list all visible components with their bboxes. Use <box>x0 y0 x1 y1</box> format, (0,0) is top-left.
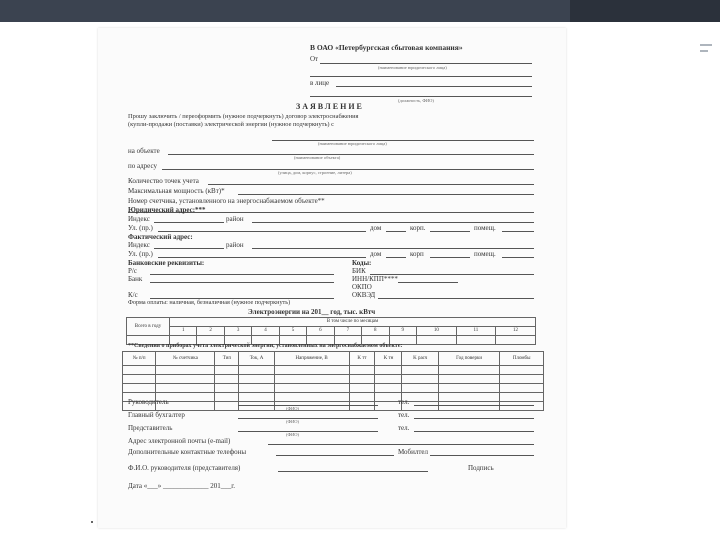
meters-col-ktt: K тт <box>349 352 375 366</box>
codes-title: Коды: <box>352 259 372 267</box>
email-field[interactable] <box>268 444 534 445</box>
month-5: 5 <box>279 327 306 336</box>
max-power-field[interactable] <box>238 194 534 195</box>
month-3: 3 <box>224 327 251 336</box>
organization-hint: (наименование юридического лица) <box>318 141 387 146</box>
meters-row[interactable] <box>123 384 544 393</box>
accountant-fio-hint: (ФИО) <box>286 419 300 424</box>
intro-line-1: Прошу заключить / переоформить (нужное подчеркнуть) договор электроснабжения <box>128 113 359 120</box>
actual-room-field[interactable] <box>502 257 534 258</box>
in-person-field-2[interactable] <box>310 96 532 97</box>
actual-district-field[interactable] <box>252 248 534 249</box>
month-2: 2 <box>197 327 224 336</box>
accountant-phone-field[interactable] <box>414 418 534 419</box>
head-field[interactable] <box>238 405 378 406</box>
meters-col-seals: Пломбы <box>500 352 544 366</box>
meters-col-kcalc: K расч <box>402 352 439 366</box>
okved-field[interactable] <box>378 298 534 299</box>
rs-label: Р/с <box>128 267 137 275</box>
slide-footer-dot <box>91 521 93 523</box>
from-field[interactable] <box>320 63 532 64</box>
legal-building-label: корп. <box>410 224 426 232</box>
rep-phone-label: тел. <box>398 424 410 432</box>
mobile-field[interactable] <box>430 455 534 456</box>
address-label: по адресу <box>128 162 157 170</box>
legal-address-title: Юридический адрес:*** <box>128 206 206 214</box>
month-6: 6 <box>307 327 334 336</box>
object-label: на объекте <box>128 147 160 155</box>
energy-total-header: Всего в году <box>127 318 170 336</box>
legal-index-label: Индекс <box>128 215 150 223</box>
position-hint: (должность, ФИО) <box>398 98 434 103</box>
actual-street-label: Ул. (пр.) <box>128 250 153 258</box>
month-8: 8 <box>362 327 389 336</box>
meter-label: Номер счетчика, установленного на энергоснабжаемом объекте** <box>128 197 325 205</box>
legal-house-field[interactable] <box>386 231 406 232</box>
month-12: 12 <box>495 327 535 336</box>
meters-col-ktn: K тн <box>375 352 402 366</box>
legal-house-label: дом <box>370 224 382 232</box>
month-4: 4 <box>252 327 279 336</box>
email-label: Адрес электронной почты (e-mail) <box>128 437 231 445</box>
legal-district-field[interactable] <box>252 222 534 223</box>
max-power-label: Максимальная мощность (кВт)* <box>128 187 225 195</box>
actual-building-label: корп <box>410 250 424 258</box>
rep-fio-hint: (ФИО) <box>286 432 300 437</box>
head-phone-field[interactable] <box>414 405 534 406</box>
meters-row[interactable] <box>123 366 544 375</box>
intro-line-2: (купли-продажи (поставки) электрической энергии (нужное подчеркнуть) с <box>128 121 334 128</box>
inn-label: ИНН/КПП**** <box>352 275 398 283</box>
presentation-top-bar <box>0 0 720 22</box>
head-label: Руководитель <box>128 398 169 406</box>
mobile-label: Мобилтел <box>398 448 429 456</box>
accountant-label: Главный бухгалтер <box>128 411 185 419</box>
bank-label: Банк <box>128 275 143 283</box>
actual-street-field[interactable] <box>158 257 366 258</box>
actual-building-field[interactable] <box>430 257 470 258</box>
meters-header-row <box>123 352 544 366</box>
bank-title: Банковские реквизиты: <box>128 259 205 267</box>
signature-label: Подпись <box>468 464 494 472</box>
energy-table <box>126 317 536 345</box>
from-field-2[interactable] <box>310 76 532 77</box>
legal-index-field[interactable] <box>154 222 224 223</box>
from-hint: (наименование юридического лица) <box>378 65 447 70</box>
form-title: ЗАЯВЛЕНИЕ <box>296 102 364 111</box>
object-name-hint: (наименование объекта) <box>294 155 341 160</box>
organization-field[interactable] <box>272 140 534 141</box>
addressee: В ОАО «Петербургская сбытовая компания» <box>310 43 463 52</box>
actual-room-label: помещ. <box>474 250 496 258</box>
date-field[interactable]: Дата «___» _____________ 201___г. <box>128 482 236 490</box>
actual-index-label: Индекс <box>128 241 150 249</box>
presentation-top-bar-accent <box>570 0 720 22</box>
meters-table-caption: **Сведения о приборах учета электрической энергии, установленных на энергоснабжаемом объекте: <box>128 343 403 349</box>
meters-col-year: Год поверки <box>438 352 499 366</box>
legal-room-field[interactable] <box>502 231 534 232</box>
month-10: 10 <box>416 327 456 336</box>
meters-col-voltage: Напряжение, В <box>274 352 349 366</box>
payment-form: Форма оплаты: наличная, безналичная (нужное подчеркнуть) <box>128 299 291 306</box>
actual-district-label: район <box>226 241 244 249</box>
ks-label: К/с <box>128 291 138 299</box>
rs-field[interactable] <box>150 274 334 275</box>
head-fio-label: Ф.И.О. руководителя (представителя) <box>128 464 241 472</box>
meters-row[interactable] <box>123 402 544 411</box>
rep-phone-field[interactable] <box>414 431 534 432</box>
application-form-page <box>98 28 566 528</box>
actual-house-label: дом <box>370 250 382 258</box>
inn-field[interactable] <box>398 282 458 283</box>
meters-col-num: № п/п <box>123 352 156 366</box>
legal-room-label: помещ. <box>474 224 496 232</box>
slide-edge-marks <box>700 44 712 56</box>
meters-row[interactable] <box>123 375 544 384</box>
meters-col-meter: № счетчика <box>156 352 215 366</box>
accountant-phone-label: тел. <box>398 411 410 419</box>
actual-index-field[interactable] <box>154 248 224 249</box>
in-person-field[interactable] <box>336 86 532 87</box>
month-7: 7 <box>334 327 361 336</box>
legal-street-label: Ул. (пр.) <box>128 224 153 232</box>
okpo-label: ОКПО <box>352 283 372 291</box>
extra-phones-field[interactable] <box>276 455 394 456</box>
month-1: 1 <box>170 327 197 336</box>
head-phone-label: тел. <box>398 398 410 406</box>
address-hint: (улица, дом, корпус, строение, литера) <box>278 170 352 175</box>
month-11: 11 <box>456 327 495 336</box>
legal-building-field[interactable] <box>430 231 470 232</box>
in-person-label: в лице <box>310 79 330 87</box>
energy-table-caption: Электроэнергии на 201__ год, тыс. кВтч <box>248 308 376 316</box>
meters-row[interactable] <box>123 393 544 402</box>
rep-label: Представитель <box>128 424 173 432</box>
bik-label: БИК <box>352 267 366 275</box>
object-field[interactable] <box>168 154 534 155</box>
extra-phones-label: Дополнительные контактные телефоны <box>128 448 247 456</box>
points-label: Количество точек учета <box>128 177 199 185</box>
head-fio-hint: (ФИО) <box>286 406 300 411</box>
accountant-field[interactable] <box>238 418 378 419</box>
actual-house-field[interactable] <box>386 257 406 258</box>
rep-field[interactable] <box>238 431 378 432</box>
actual-address-title: Фактический адрес: <box>128 233 193 241</box>
from-label: От <box>310 55 319 63</box>
legal-district-label: район <box>226 215 244 223</box>
month-9: 9 <box>389 327 416 336</box>
meters-col-type: Тип <box>215 352 239 366</box>
bank-field[interactable] <box>150 282 334 283</box>
legal-street-field[interactable] <box>158 231 366 232</box>
points-field[interactable] <box>208 184 534 185</box>
energy-months-header: В том числе по месяцам <box>170 318 536 327</box>
meters-table <box>122 351 544 411</box>
meters-col-current: Ток, А <box>239 352 274 366</box>
head-fio-field[interactable] <box>278 471 428 472</box>
okved-label: ОКВЭД <box>352 291 376 299</box>
energy-months-row <box>127 327 536 336</box>
